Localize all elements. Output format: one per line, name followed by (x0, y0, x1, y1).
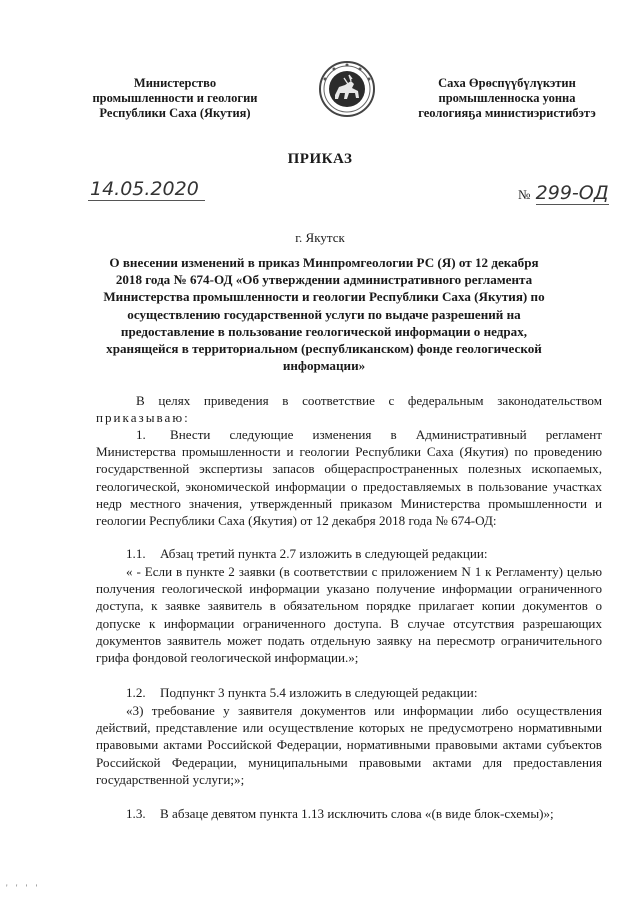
ministry-line: промышленноска уонна (438, 91, 576, 105)
document-title: ПРИКАЗ (287, 151, 353, 167)
ministry-line: Саха Өрөспүүбүлүкэтин (438, 76, 576, 90)
ministry-name-russian (70, 76, 280, 121)
ministry-name-yakut (392, 76, 622, 121)
paragraph-1-2-quote: «3) требование у заявителя документов или информации либо осуществления действий, представление или осуществление которых не предусмотрено нормативными правовыми актами Российской Федерации, нормативными правовыми актами субъектов Российской Федерации, муниципальными правовыми актами для предоставления государственной услуги;»; (96, 703, 602, 787)
order-number (518, 182, 609, 204)
ministry-line: Министерство (133, 76, 217, 90)
paragraph-1-2 (96, 684, 602, 701)
paragraph-text: Внести следующие изменения в Административный регламент Министерства промышленности и геологии Республики Саха (Якутия) по проведению государственной экспертизы запасов общераспространенных полезных ископаемых, геологической, экономической информации о предоставляемых в пользование участках недр местного значения, утвержденный приказом Министерства промышленности и геологии Республики Саха (Якутия) от 12 декабря 2018 года № 674-ОД: (96, 427, 602, 529)
handwritten-number: 299-ОД (535, 182, 609, 204)
paragraph-text: Абзац третий пункта 2.7 изложить в следующей редакции: (160, 546, 488, 561)
paragraph-text: Подпункт 3 пункта 5.4 изложить в следующей редакции: (160, 685, 478, 700)
paragraph-1-1-quote: « - Если в пункте 2 заявки (в соответствии с приложением N 1 к Регламенту) целью получения геологической информации указано получение информации ограниченного доступа, к заявке заявитель в обязательном порядке прилагает копии документов о допуске к информации ограниченного доступа. В случае отсутствия разрешающих документов заявитель может подать отдельную заявку на пересмотр ограничительного грифа фондовой геологической информации.»; (96, 564, 602, 666)
republic-emblem-icon (318, 60, 376, 118)
ministry-line: Республики Саха (Якутия) (99, 106, 251, 120)
intro-paragraph (96, 392, 602, 426)
city-line: г. Якутск (295, 230, 345, 245)
scan-margin-marks: ' ' ' ' (6, 883, 41, 893)
paragraph-1 (96, 426, 602, 529)
intro-text: В целях приведения в соответствие с федеральным законодательством (136, 393, 602, 408)
paragraph-number: 1.1. (126, 546, 146, 561)
paragraph-number: 1.3. (126, 806, 146, 821)
paragraph-1-1 (96, 545, 602, 562)
ministry-line: промышленности и геологии (92, 91, 258, 105)
paragraph-1-3 (96, 805, 602, 822)
handwritten-date: 14.05.2020 (88, 178, 205, 201)
order-word: приказываю: (96, 410, 190, 426)
paragraph-number: 1.2. (126, 685, 146, 700)
paragraph-number: 1. (136, 427, 146, 442)
ministry-line: геологияҕа министиэристибэтэ (418, 106, 596, 120)
order-subject: О внесении изменений в приказ Минпромгеологии РС (Я) от 12 декабря 2018 года № 674-ОД «Об утверждении административного регламента Министерства промышленности и геологии Республики Саха (Якутия) по осуществлению государственной услуги по выдаче разрешений на предоставление в пользование геологической информации о недрах, хранящейся в территориальном (республиканском) фонде геологической информации» (103, 255, 545, 374)
paragraph-text: В абзаце девятом пункта 1.13 исключить слова «(в виде блок-схемы)»; (160, 806, 554, 821)
number-sign: № (518, 187, 531, 202)
